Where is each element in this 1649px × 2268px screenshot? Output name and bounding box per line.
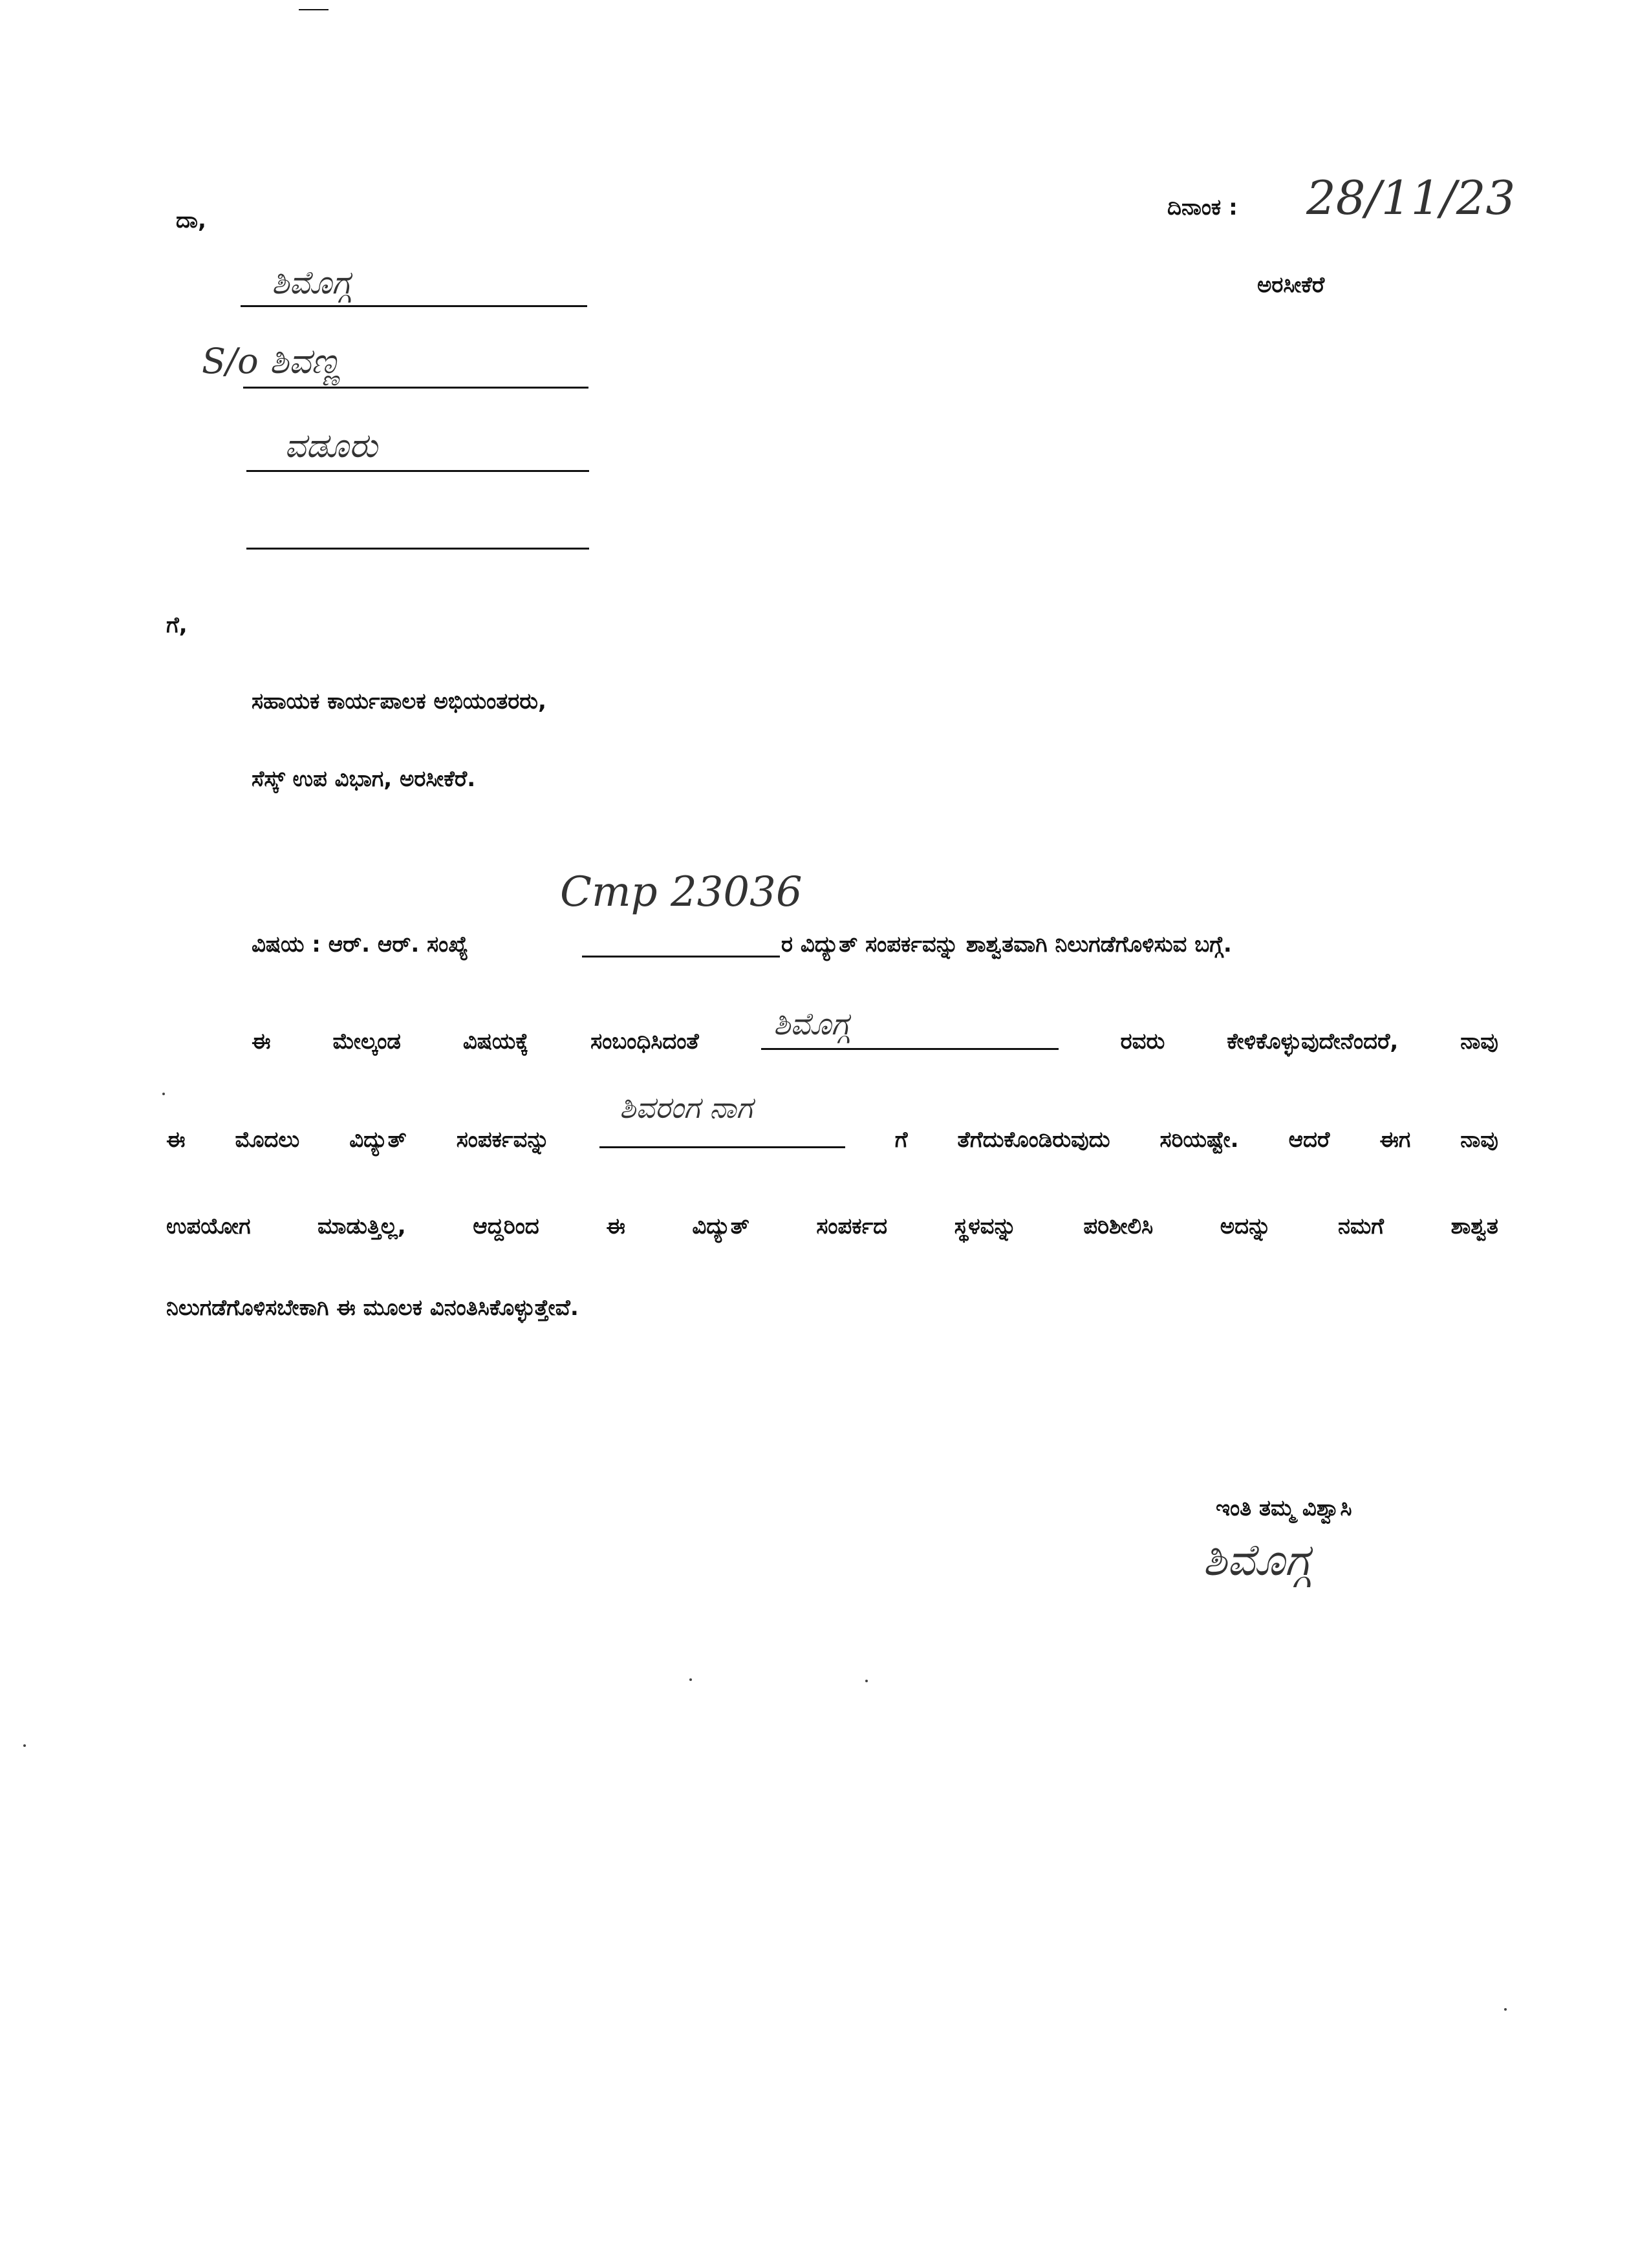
body-word: ವಿದ್ಯುತ್ <box>349 1127 407 1153</box>
scan-speck <box>162 1093 165 1095</box>
subject-suffix: ರ ವಿದ್ಯುತ್ ಸಂಪರ್ಕವನ್ನು ಶಾಶ್ವತವಾಗಿ ನಿಲುಗಡೆಗೊಳಿಸುವ ಬಗ್ಗೆ. <box>781 932 1232 957</box>
body-word: ವಿಷಯಕ್ಕೆ <box>462 1029 529 1054</box>
signature-handwritten: ಶಿಮೊಗ್ಗ <box>1203 1535 1311 1586</box>
subject-prefix: ವಿಷಯ : ಆರ್. ಆರ್. ಸಂಖ್ಯೆ <box>252 932 469 957</box>
body-word: ಸರಿಯಷ್ಟೇ. <box>1159 1127 1239 1153</box>
body-word: ಆದರೆ <box>1288 1127 1330 1153</box>
date-value-handwritten: 28/11/23 <box>1306 171 1516 225</box>
body-fill-2-handwritten: ಶಿವರಂಗ ನಾಗ <box>620 1090 753 1125</box>
body-line-3 <box>166 1215 1498 1237</box>
body-word: ರವರು <box>1120 1029 1165 1054</box>
to-label: ಗೆ, <box>166 612 188 638</box>
body-word: ಸಂಪರ್ಕದ <box>816 1214 888 1239</box>
scan-speck <box>689 1678 692 1681</box>
body-word: ಸಂಬಂಧಿಸಿದಂತೆ <box>590 1029 699 1054</box>
body-fill-blank-2 <box>599 1142 845 1148</box>
body-word: ಮೊದಲು <box>235 1127 300 1153</box>
body-word: ವಿದ್ಯುತ್ <box>692 1214 749 1239</box>
from-label: ದಾ, <box>176 208 206 233</box>
scan-speck <box>865 1680 868 1682</box>
body-line-1 <box>252 1031 1498 1053</box>
body-word: ಈ <box>166 1127 186 1153</box>
subject-rr-blank <box>582 956 780 957</box>
body-word: ಗೆ <box>894 1127 908 1153</box>
date-label: ದಿನಾಂಕ : <box>1167 195 1238 220</box>
body-word: ಶಾಶ್ವತ <box>1450 1214 1498 1239</box>
body-word: ಆದ್ದರಿಂದ <box>473 1214 539 1239</box>
body-word: ಈಗ <box>1379 1127 1411 1153</box>
body-word: ನಮಗೆ <box>1338 1214 1385 1239</box>
body-line-2 <box>166 1129 1498 1151</box>
body-word: ಕೇಳಿಕೊಳ್ಳುವುದೇನೆಂದರೆ, <box>1227 1029 1399 1054</box>
sender-care-of-line <box>243 387 588 389</box>
body-word: ಅದನ್ನು <box>1220 1214 1271 1239</box>
sender-blank-line <box>246 548 589 550</box>
body-word: ತೆಗೆದುಕೊಂಡಿರುವುದು <box>957 1127 1110 1153</box>
scan-speck <box>1504 2008 1507 2011</box>
body-word: ಸಂಪರ್ಕವನ್ನು <box>456 1127 550 1153</box>
body-word: ಉಪಯೋಗ <box>166 1214 251 1239</box>
body-fill-blank-1 <box>761 1044 1059 1050</box>
subject-rr-number-handwritten: Cmp 23036 <box>560 868 803 916</box>
sender-name-line <box>241 305 587 307</box>
body-word: ಈ <box>606 1214 625 1239</box>
body-word: ಪರಿಶೀಲಿಸಿ <box>1083 1214 1154 1239</box>
body-word: ಮಾಡುತ್ತಿಲ್ಲ, <box>318 1214 406 1239</box>
recipient-line-1: ಸಹಾಯಕ ಕಾರ್ಯಪಾಲಕ ಅಭಿಯಂತರರು, <box>252 689 546 714</box>
closing-label: ಇಂತಿ ತಮ್ಮ ವಿಶ್ವಾಸಿ <box>1216 1495 1352 1521</box>
body-fill-1-handwritten: ಶಿಮೊಗ್ಗ <box>773 1006 850 1042</box>
scan-speck <box>23 1744 26 1747</box>
scan-mark <box>299 9 329 10</box>
recipient-line-2: ಸೆಸ್ಕ್ ಉಪ ವಿಭಾಗ, ಅರಸೀಕೆರೆ. <box>252 766 476 792</box>
sender-care-of-handwritten: S/o ಶಿವಣ್ಣ <box>202 341 341 381</box>
body-word: ನಾವು <box>1460 1029 1498 1054</box>
sender-place-line <box>246 470 589 472</box>
body-word: ಈ <box>252 1029 271 1054</box>
body-word: ನಾವು <box>1460 1127 1498 1153</box>
date-place: ಅರಸೀಕೆರೆ <box>1257 272 1325 298</box>
sender-name-handwritten: ಶಿಮೊಗ್ಗ <box>272 264 352 301</box>
sender-place-handwritten: ವಡೂರು <box>285 427 378 465</box>
body-line-4: ನಿಲುಗಡೆಗೊಳಿಸಬೇಕಾಗಿ ಈ ಮೂಲಕ ವಿನಂತಿಸಿಕೊಳ್ಳುತ್ತೇವೆ. <box>166 1295 579 1321</box>
body-word: ಸ್ಥಳವನ್ನು <box>954 1214 1017 1239</box>
body-word: ಮೇಲ್ಕಂಡ <box>332 1029 401 1054</box>
